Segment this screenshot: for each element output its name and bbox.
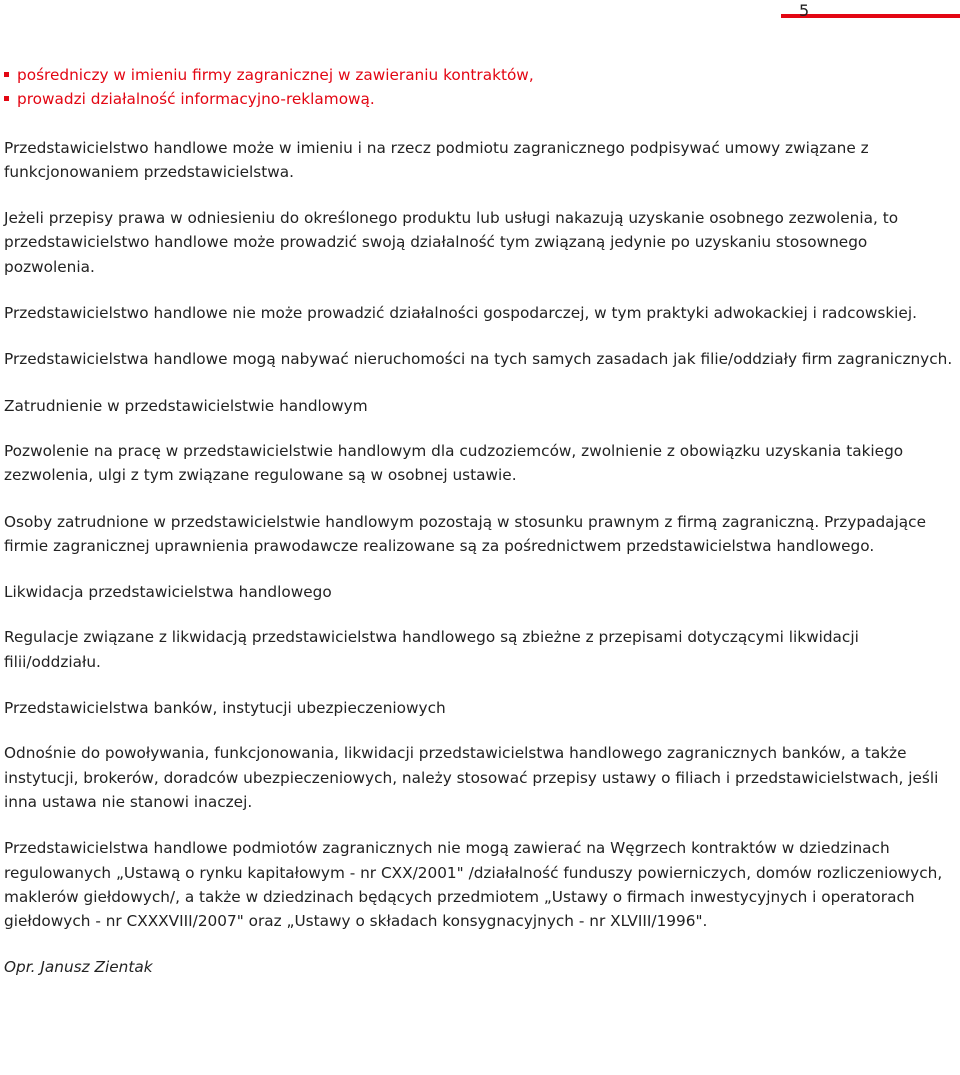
bullet-list: [4, 63, 954, 112]
paragraph: Przedstawicielstwo handlowe nie może prowadzić działalności gospodarczej, w tym praktyki adwokackiej i radcowskiej.: [4, 304, 917, 323]
paragraph: Przedstawicielstwa handlowe podmiotów zagranicznych nie mogą zawierać na Węgrzech kontraktów w dziedzinach regulowanych „Ustawą o rynku kapitałowym - nr CXX/2001" /działalność funduszy powierniczych, domów rozliczeniowych, maklerów giełdowych/, a także w dziedzinach będących przedmiotem „Ustawy o firmach inwestycyjnych i operatorach giełdowych - nr CXXXVIII/2007" oraz „Ustawy o składach konsygnacyjnych - nr XLVIII/1996".: [4, 839, 943, 931]
paragraph: Osoby zatrudnione w przedstawicielstwie handlowym pozostają w stosunku prawnym z firmą zagraniczną. Przypadające firmie zagranicznej uprawnienia prawodawcze realizowane są za pośrednictwem przedstawicielstwa handlowego.: [4, 512, 926, 555]
paragraph: Regulacje związane z likwidacją przedstawicielstwa handlowego są zbieżne z przepisami dotyczącymi likwidacji filii/oddziału.: [4, 628, 859, 671]
page-header: [781, 0, 960, 20]
bullet-item: [4, 63, 954, 87]
bullet-item: [4, 87, 954, 111]
document-body: [4, 63, 954, 980]
paragraph: Przedstawicielstwo handlowe może w imieniu i na rzecz podmiotu zagranicznego podpisywać umowy związane z funkcjonowaniem przedstawicielstwa.: [4, 138, 869, 181]
bullet-square-icon: [4, 72, 9, 77]
section-heading-employment: Zatrudnienie w przedstawicielstwie handlowym: [4, 396, 368, 415]
bullet-text: pośredniczy w imieniu firmy zagranicznej w zawieraniu kontraktów,: [17, 66, 534, 84]
paragraph: Przedstawicielstwa handlowe mogą nabywać nieruchomości na tych samych zasadach jak filie/oddziały firm zagranicznych.: [4, 350, 953, 369]
bullet-square-icon: [4, 96, 9, 101]
author-signature: Opr. Janusz Zientak: [4, 958, 153, 977]
paragraph: Pozwolenie na pracę w przedstawicielstwie handlowym dla cudzoziemców, zwolnienie z obowiązku uzyskania takiego zezwolenia, ulgi z tym związane regulowane są w osobnej ustawie.: [4, 441, 904, 485]
section-heading-banks: Przedstawicielstwa banków, instytucji ubezpieczeniowych: [4, 699, 446, 718]
paragraph: Odnośnie do powoływania, funkcjonowania, likwidacji przedstawicielstwa handlowego zagranicznych banków, a także instytucji, brokerów, doradców ubezpieczeniowych, należy stosować przepisy ustawy o filiach i przedstawicielstwach, jeśli inna ustawa nie stanowi inaczej.: [4, 744, 939, 811]
page-number: 5: [799, 1, 810, 20]
section-heading-liquidation: Likwidacja przedstawicielstwa handlowego: [4, 583, 332, 602]
paragraph: Jeżeli przepisy prawa w odniesieniu do określonego produktu lub usługi nakazują uzyskanie osobnego zezwolenia, to przedstawicielstwo handlowe może prowadzić swoją działalność tym związaną jedynie po uzyskaniu stosownego pozwolenia.: [4, 209, 899, 276]
bullet-text: prowadzi działalność informacyjno-reklamową.: [17, 90, 375, 109]
